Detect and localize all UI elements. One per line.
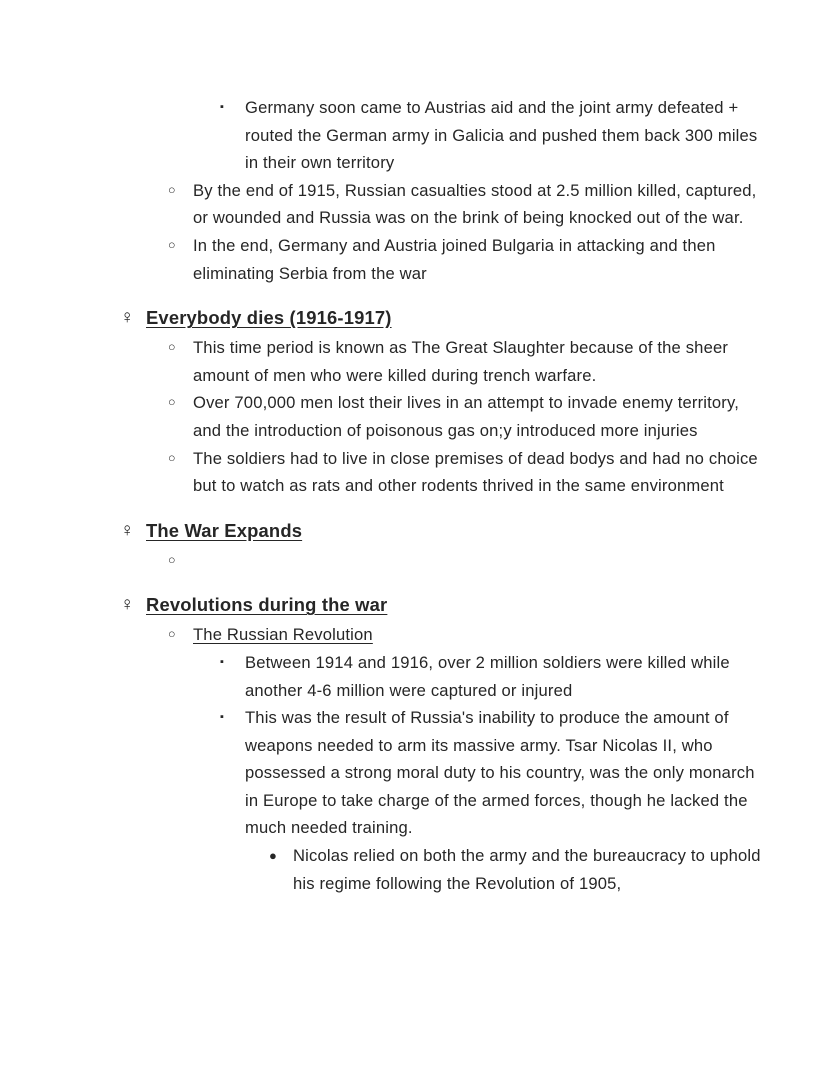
- section-heading: [0, 516, 828, 545]
- outline-item-text: Between 1914 and 1916, over 2 million soldiers were killed while another 4-6 million were captured or injured: [245, 652, 730, 700]
- outline-item-text: Nicolas relied on both the army and the bureaucracy to uphold his regime following the Revolution of 1905,: [293, 846, 761, 893]
- outline-item-level-3: [0, 704, 828, 842]
- outline-item-empty: [0, 547, 828, 575]
- outline-item-level-2: [0, 334, 828, 389]
- outline-item-text: By the end of 1915, Russian casualties stood at 2.5 million killed, captured, or wounded and Russia was on the brink of being knocked out of the war.: [193, 180, 757, 228]
- outline-item-level-2: [0, 445, 828, 500]
- outline-item-text: This was the result of Russia's inability to produce the amount of weapons needed to arm its massive army. Tsar Nicolas II, who possessed a strong moral duty to his country, was the only monarch in Europe to take charge of the armed forces, though he lacked the much needed training.: [245, 708, 755, 838]
- section-heading: [0, 590, 828, 619]
- outline-item-level-4: [0, 842, 828, 897]
- outline-item-level-3: [0, 649, 828, 704]
- outline-item-text: The Russian Revolution: [193, 625, 373, 645]
- outline-item-text: Over 700,000 men lost their lives in an attempt to invade enemy territory, and the introduction of poisonous gas on;y introduced more injuries: [193, 393, 739, 440]
- hollow-circle-bullet-icon: ○: [168, 552, 176, 567]
- outline-item-text: This time period is known as The Great Slaughter because of the sheer amount of men who were killed during trench warfare.: [193, 338, 729, 385]
- outline-item-level-2: [0, 177, 828, 232]
- venus-symbol-icon: ♀: [120, 594, 135, 616]
- section-heading-text: The War Expands: [146, 519, 303, 541]
- outline-item-text: The soldiers had to live in close premises of dead bodys and had no choice but to watch as rats and other rodents thrived in the same environment: [193, 448, 758, 496]
- filled-disc-bullet-icon: ●: [269, 848, 278, 864]
- filled-square-bullet-icon: ▪: [220, 711, 225, 724]
- section-heading-text: Everybody dies (1916-1917): [146, 307, 392, 329]
- outline-item-level-3: [0, 94, 828, 177]
- section-heading-text: Revolutions during the war: [146, 594, 388, 616]
- outline-item-level-2: [0, 232, 828, 287]
- hollow-circle-bullet-icon: ○: [168, 450, 176, 465]
- outline-item-level-2: [0, 621, 828, 649]
- outline-item-level-2: [0, 389, 828, 444]
- hollow-circle-bullet-icon: ○: [168, 237, 176, 252]
- hollow-circle-bullet-icon: ○: [168, 395, 176, 410]
- filled-square-bullet-icon: ▪: [220, 655, 225, 668]
- hollow-circle-bullet-icon: ○: [168, 340, 176, 355]
- section-heading: [0, 303, 828, 332]
- filled-square-bullet-icon: ▪: [220, 101, 225, 113]
- outline-content: [0, 94, 828, 897]
- outline-item-text: In the end, Germany and Austria joined Bulgaria in attacking and then eliminating Serbia from the war: [193, 235, 716, 283]
- venus-symbol-icon: ♀: [120, 519, 135, 541]
- outline-item-text: Germany soon came to Austrias aid and the joint army defeated + routed the German army in Galicia and pushed them back 300 miles in their own territory: [245, 98, 758, 173]
- hollow-circle-bullet-icon: ○: [168, 627, 176, 642]
- venus-symbol-icon: ♀: [120, 307, 135, 329]
- hollow-circle-bullet-icon: ○: [168, 182, 176, 197]
